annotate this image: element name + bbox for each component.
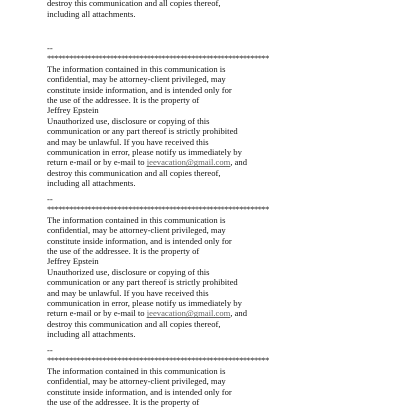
text-line: destroy this communication and all copies thereof, — [47, 167, 221, 178]
return-suffix: , and — [230, 308, 248, 319]
text-line: The information contained in this communication is — [47, 63, 226, 74]
text-line: communication or any part thereof is strictly prohibited — [47, 126, 238, 137]
separator: -- — [47, 345, 53, 355]
asterisk-rule: ************************************************************ — [47, 355, 269, 366]
disclaimer-fragment-top — [47, 0, 392, 19]
email-link[interactable]: jeevacation@gmail.com — [146, 308, 231, 319]
text-line: constitute inside information, and is intended only for — [47, 84, 232, 95]
return-email-line — [47, 308, 392, 318]
disclaimer-block — [47, 345, 392, 407]
email-link[interactable]: jeevacation@gmail.com — [146, 157, 231, 168]
text-line: the use of the addressee. It is the property of — [47, 246, 200, 257]
text-line: including all attachments. — [47, 8, 136, 19]
return-prefix: return e-mail or by e-mail to — [47, 308, 147, 319]
return-email-line — [47, 157, 392, 167]
text-line: communication or any part thereof is strictly prohibited — [47, 277, 238, 288]
text-line: destroy this communication and all copies thereof, — [47, 0, 221, 9]
text-line: The information contained in this communication is — [47, 214, 226, 225]
return-suffix: , and — [230, 157, 248, 168]
text-line: confidential, may be attorney-client privileged, may — [47, 74, 226, 85]
asterisk-rule: ************************************************************ — [47, 53, 269, 64]
text-line: constitute inside information, and is intended only for — [47, 235, 232, 246]
separator: -- — [47, 43, 53, 53]
disclaimer-block — [47, 43, 392, 189]
separator: -- — [47, 194, 53, 204]
text-line: including all attachments. — [47, 329, 136, 340]
asterisk-rule: ************************************************************ — [47, 204, 269, 215]
disclaimer-block — [47, 194, 392, 340]
owner-name: Jeffrey Epstein — [47, 256, 99, 267]
text-line: Unauthorized use, disclosure or copying of this — [47, 115, 210, 126]
text-line: constitute inside information, and is intended only for — [47, 386, 232, 397]
text-line: communication in error, please notify us immediately by — [47, 298, 242, 309]
text-line: the use of the addressee. It is the property of — [47, 397, 200, 407]
text-line: communication in error, please notify us immediately by — [47, 147, 242, 158]
text-line: the use of the addressee. It is the property of — [47, 95, 200, 106]
text-line: Unauthorized use, disclosure or copying of this — [47, 266, 210, 277]
text-line: and may be unlawful. If you have received this — [47, 287, 209, 298]
text-line: The information contained in this communication is — [47, 365, 226, 376]
text-line: and may be unlawful. If you have received this — [47, 136, 209, 147]
owner-name: Jeffrey Epstein — [47, 105, 99, 116]
text-line: confidential, may be attorney-client privileged, may — [47, 225, 226, 236]
text-line: destroy this communication and all copies thereof, — [47, 318, 221, 329]
return-prefix: return e-mail or by e-mail to — [47, 157, 147, 168]
text-line: including all attachments. — [47, 178, 136, 189]
text-line: confidential, may be attorney-client privileged, may — [47, 376, 226, 387]
